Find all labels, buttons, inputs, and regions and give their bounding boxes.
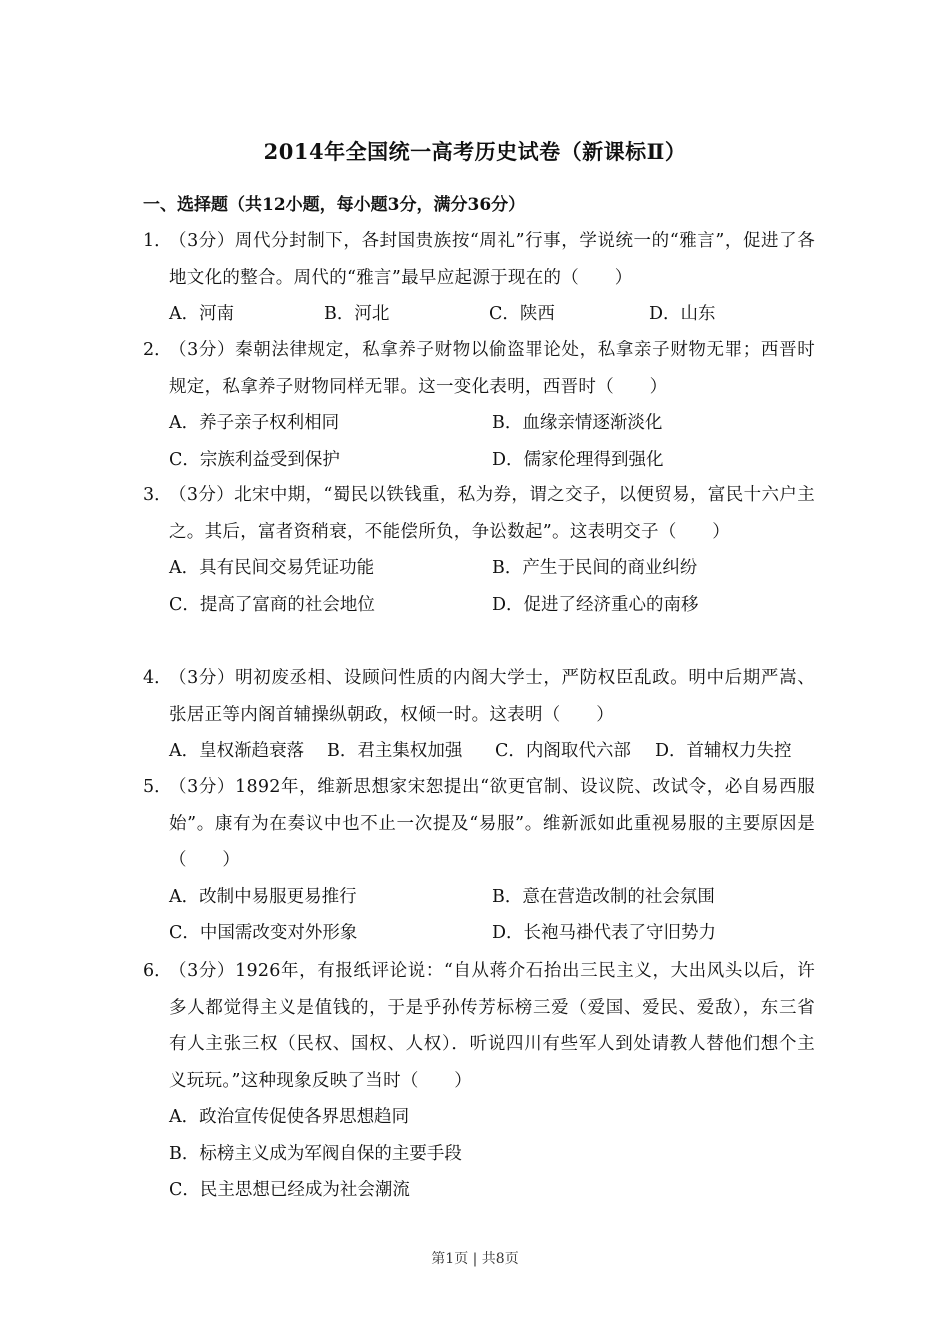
option-a[interactable]: A．政治宣传促使各界思想趋同 [169,1107,410,1127]
option-d[interactable]: D．首辅权力失控 [655,741,792,761]
options-row [169,550,815,587]
option-a[interactable]: A．改制中易服更易推行 [169,886,357,907]
question-text: （3分）1926年，有报纸评论说：“自从蒋介石抬出三民主义，大出风头以后，许多人都觉得主义是值钱的，于是乎孙传芳标榜三爱（爱国、爱民、爱敌），东三省有人主张三权（民权、国权、人权）．听说四川有些军人到处请教人替他们想个主义玩玩。”这种现象反映了当时（ ） [169,961,815,1091]
option-c[interactable]: C．宗族利益受到保护 [169,449,340,470]
section-heading: 一、选择题（共12小题，每小题3分，满分36分） [143,195,526,215]
option-a[interactable]: A．河南 [169,304,235,324]
option-c[interactable]: C．提高了富商的社会地位 [169,594,375,615]
question-text: （3分）1892年，维新思想家宋恕提出“欲更官制、设议院、改试令，必自易西服始”。康有为在奏议中也不止一次提及“易服”。维新派如此重视易服的主要原因是（ ） [169,777,815,870]
question-6 [143,953,815,1209]
options-row [169,915,815,952]
option-c[interactable]: C．陕西 [489,304,555,324]
question-text: （3分）秦朝法律规定，私拿养子财物以偷盗罪论处，私拿亲子财物无罪；西晋时规定，私拿养子财物同样无罪。这一变化表明，西晋时（ ） [169,340,815,397]
question-number: 4． [143,668,172,688]
options-row [169,442,815,479]
page-title: 2014年全国统一高考历史试卷（新课标Ⅱ） [263,139,687,164]
option-d[interactable]: D．长袍马褂代表了守旧势力 [492,923,717,943]
option-a[interactable]: A．养子亲子权利相同 [169,413,340,433]
option-d[interactable]: D．山东 [649,304,716,324]
option-b[interactable]: B．产生于民间的商业纠纷 [492,558,698,578]
question-number: 5． [143,777,172,797]
option-c[interactable]: C．内阁取代六部 [495,741,631,761]
options-row [169,879,815,916]
question-number: 2． [143,340,172,360]
option-b[interactable]: B．河北 [324,304,390,324]
question-text: （3分）明初废丞相、设顾问性质的内阁大学士，严防权臣乱政。明中后期严嵩、张居正等内阁首辅操纵朝政，权倾一时。这表明（ ） [169,668,815,725]
question-1 [143,223,815,333]
question-3 [143,477,815,623]
options-row [169,733,815,770]
options-row [169,405,815,442]
question-text: （3分）周代分封制下，各封国贵族按“周礼”行事，学说统一的“雅言”，促进了各地文化的整合。周代的“雅言”最早应起源于现在的（ ） [169,231,815,288]
option-d[interactable]: D．儒家伦理得到强化 [492,449,664,470]
question-text: （3分）北宋中期，“蜀民以铁钱重，私为券，谓之交子，以便贸易，富民十六户主之。其后，富者资稍衰，不能偿所负，争讼数起”。这表明交子（ ） [169,485,815,542]
option-b[interactable]: B．血缘亲情逐渐淡化 [492,413,663,433]
question-number: 6． [143,961,172,981]
option-b[interactable]: B．君主集权加强 [327,741,463,761]
option-b[interactable]: B．意在营造改制的社会氛围 [492,886,715,907]
question-number: 3． [143,485,172,505]
option-a[interactable]: A．皇权渐趋衰落 [169,741,305,761]
question-2 [143,332,815,478]
options-row [169,587,815,624]
page-footer: 第1页 | 共8页 [431,1251,519,1267]
question-5 [143,769,815,952]
option-c[interactable]: C．民主思想已经成为社会潮流 [169,1180,410,1200]
option-c[interactable]: C．中国需改变对外形象 [169,923,358,943]
question-number: 1． [143,231,172,251]
option-a[interactable]: A．具有民间交易凭证功能 [169,558,375,578]
option-d[interactable]: D．促进了经济重心的南移 [492,594,699,615]
question-4 [143,660,815,770]
options-row [169,296,815,333]
option-b[interactable]: B．标榜主义成为军阀自保的主要手段 [169,1143,462,1164]
